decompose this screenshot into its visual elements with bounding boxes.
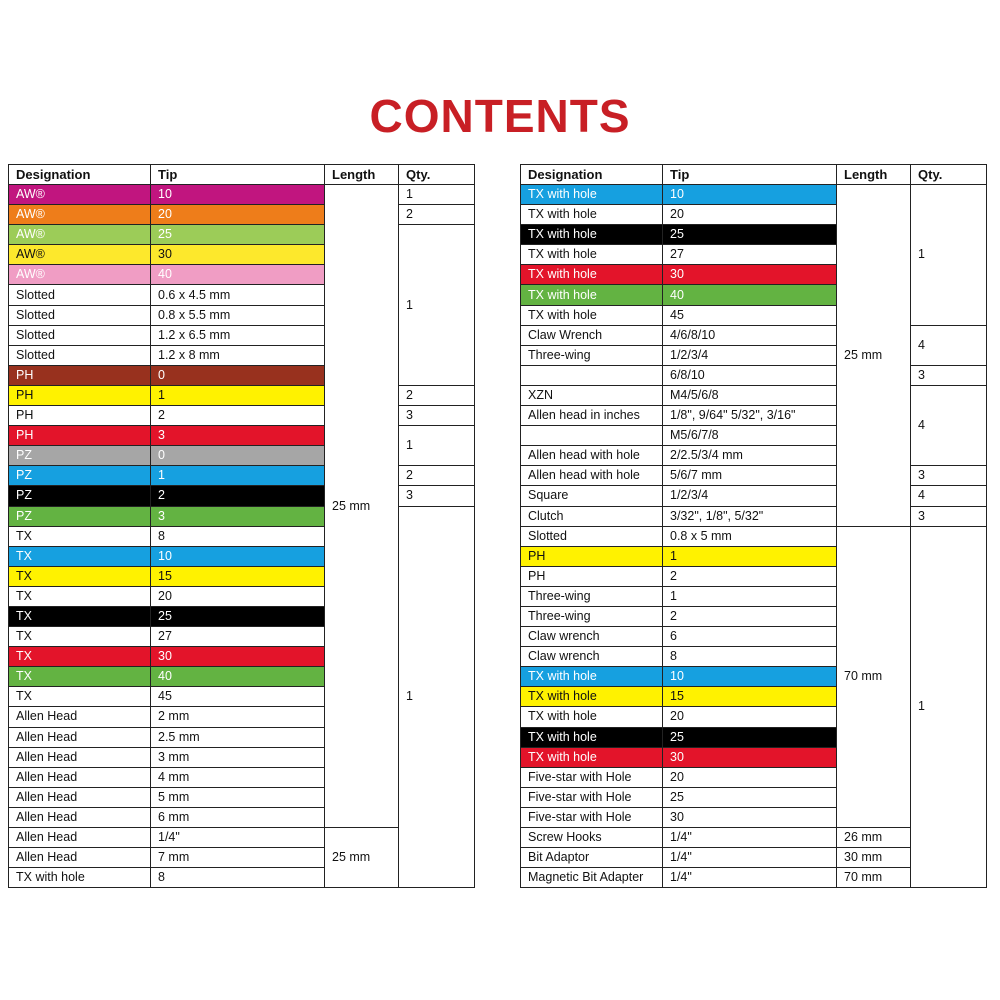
cell-designation: Three-wing: [521, 586, 663, 606]
cell-qty: 3: [911, 466, 987, 486]
cell-tip: 7 mm: [151, 848, 325, 868]
cell-tip: 1/2/3/4: [663, 486, 837, 506]
cell-designation: PH: [9, 406, 151, 426]
cell-tip: 27: [663, 245, 837, 265]
cell-tip: 2: [151, 406, 325, 426]
cell-qty: 1: [911, 185, 987, 326]
table-row: [9, 205, 475, 225]
table-row: [521, 526, 987, 546]
header-qty: Qty.: [399, 165, 475, 185]
cell-designation: Allen Head: [9, 807, 151, 827]
cell-designation: AW®: [9, 245, 151, 265]
cell-tip: 3: [151, 426, 325, 446]
cell-tip: 40: [151, 265, 325, 285]
cell-tip: 1: [151, 385, 325, 405]
cell-tip: 2: [663, 566, 837, 586]
cell-tip: 25: [663, 787, 837, 807]
table-row: [9, 466, 475, 486]
cell-qty: 2: [399, 466, 475, 486]
table-row: [9, 426, 475, 446]
table-row: [521, 486, 987, 506]
cell-designation: Magnetic Bit Adapter: [521, 868, 663, 888]
cell-tip: M5/6/7/8: [663, 426, 837, 446]
cell-tip: 1/4": [663, 828, 837, 848]
cell-tip: 10: [151, 185, 325, 205]
cell-tip: 20: [663, 767, 837, 787]
cell-designation: TX: [9, 647, 151, 667]
cell-tip: 25: [663, 225, 837, 245]
cell-designation: [521, 365, 663, 385]
cell-tip: 4 mm: [151, 767, 325, 787]
cell-designation: Slotted: [521, 526, 663, 546]
table-row: [9, 385, 475, 405]
cell-tip: 1/8", 9/64" 5/32", 3/16": [663, 406, 837, 426]
cell-tip: 25: [151, 606, 325, 626]
cell-designation: Slotted: [9, 285, 151, 305]
cell-tip: 2/2.5/3/4 mm: [663, 446, 837, 466]
cell-designation: Allen Head: [9, 747, 151, 767]
table-row: [9, 225, 475, 245]
cell-tip: 15: [151, 566, 325, 586]
header-designation: Designation: [9, 165, 151, 185]
cell-designation: Allen Head: [9, 787, 151, 807]
cell-designation: Allen head in inches: [521, 406, 663, 426]
cell-designation: PH: [521, 566, 663, 586]
cell-designation: Three-wing: [521, 606, 663, 626]
cell-tip: 2 mm: [151, 707, 325, 727]
cell-tip: 25: [663, 727, 837, 747]
cell-qty: 3: [399, 406, 475, 426]
cell-designation: Five-star with Hole: [521, 767, 663, 787]
cell-designation: [521, 426, 663, 446]
cell-designation: PZ: [9, 446, 151, 466]
cell-designation: Allen Head: [9, 848, 151, 868]
cell-tip: 0.8 x 5 mm: [663, 526, 837, 546]
cell-designation: Five-star with Hole: [521, 787, 663, 807]
table-row: [521, 325, 987, 345]
cell-designation: AW®: [9, 185, 151, 205]
cell-designation: TX: [9, 526, 151, 546]
cell-designation: TX: [9, 566, 151, 586]
cell-length: 70 mm: [837, 868, 911, 888]
cell-tip: 0: [151, 365, 325, 385]
cell-length: 25 mm: [325, 185, 399, 828]
cell-designation: Five-star with Hole: [521, 807, 663, 827]
header-tip: Tip: [663, 165, 837, 185]
header-designation: Designation: [521, 165, 663, 185]
cell-designation: AW®: [9, 265, 151, 285]
cell-designation: Slotted: [9, 345, 151, 365]
cell-tip: 45: [663, 305, 837, 325]
cell-designation: TX with hole: [521, 747, 663, 767]
table-header-row: [521, 165, 987, 185]
table-row: [9, 185, 475, 205]
cell-designation: TX: [9, 667, 151, 687]
contents-table-right: [520, 164, 987, 888]
cell-designation: Three-wing: [521, 345, 663, 365]
cell-qty: 1: [399, 506, 475, 888]
cell-tip: 1: [663, 546, 837, 566]
cell-designation: Slotted: [9, 305, 151, 325]
cell-tip: 8: [663, 647, 837, 667]
cell-designation: Allen Head: [9, 828, 151, 848]
table-row: [521, 506, 987, 526]
cell-designation: Allen Head: [9, 727, 151, 747]
cell-qty: 1: [399, 426, 475, 466]
table-row: [521, 185, 987, 205]
header-length: Length: [325, 165, 399, 185]
header-tip: Tip: [151, 165, 325, 185]
cell-designation: Allen head with hole: [521, 446, 663, 466]
cell-tip: 5/6/7 mm: [663, 466, 837, 486]
cell-tip: 30: [151, 245, 325, 265]
table-row: [521, 365, 987, 385]
cell-tip: 8: [151, 868, 325, 888]
cell-tip: 3/32", 1/8", 5/32": [663, 506, 837, 526]
cell-qty: 3: [911, 365, 987, 385]
cell-designation: AW®: [9, 205, 151, 225]
cell-tip: 20: [151, 205, 325, 225]
cell-tip: 30: [663, 747, 837, 767]
cell-designation: TX with hole: [521, 727, 663, 747]
cell-tip: 30: [663, 807, 837, 827]
cell-tip: 1/2/3/4: [663, 345, 837, 365]
cell-designation: TX with hole: [521, 707, 663, 727]
cell-designation: Screw Hooks: [521, 828, 663, 848]
cell-designation: TX with hole: [521, 305, 663, 325]
cell-tip: 45: [151, 687, 325, 707]
table-row: [9, 406, 475, 426]
cell-designation: TX: [9, 606, 151, 626]
cell-designation: Slotted: [9, 325, 151, 345]
table-row: [521, 466, 987, 486]
cell-tip: 5 mm: [151, 787, 325, 807]
cell-tip: 40: [663, 285, 837, 305]
table-header-row: [9, 165, 475, 185]
cell-qty: 2: [399, 385, 475, 405]
cell-qty: 4: [911, 486, 987, 506]
header-length: Length: [837, 165, 911, 185]
table-row: [521, 385, 987, 405]
cell-qty: 1: [399, 225, 475, 386]
cell-designation: TX with hole: [521, 667, 663, 687]
cell-designation: Claw Wrench: [521, 325, 663, 345]
cell-tip: 30: [663, 265, 837, 285]
cell-qty: 1: [399, 185, 475, 205]
cell-designation: AW®: [9, 225, 151, 245]
cell-length: 25 mm: [837, 185, 911, 527]
cell-designation: Claw wrench: [521, 647, 663, 667]
cell-tip: 6 mm: [151, 807, 325, 827]
cell-designation: TX: [9, 546, 151, 566]
cell-tip: 25: [151, 225, 325, 245]
cell-tip: 1/4": [151, 828, 325, 848]
cell-designation: Allen Head: [9, 767, 151, 787]
cell-tip: 20: [663, 707, 837, 727]
table-row: [9, 506, 475, 526]
cell-length: 25 mm: [325, 828, 399, 888]
cell-tip: 4/6/8/10: [663, 325, 837, 345]
cell-designation: TX with hole: [521, 687, 663, 707]
cell-designation: Bit Adaptor: [521, 848, 663, 868]
cell-tip: 8: [151, 526, 325, 546]
cell-designation: TX with hole: [521, 245, 663, 265]
cell-tip: 0.8 x 5.5 mm: [151, 305, 325, 325]
cell-tip: 6/8/10: [663, 365, 837, 385]
cell-designation: PZ: [9, 506, 151, 526]
cell-tip: 15: [663, 687, 837, 707]
cell-qty: 2: [399, 205, 475, 225]
cell-length: 30 mm: [837, 848, 911, 868]
cell-designation: XZN: [521, 385, 663, 405]
cell-designation: Clutch: [521, 506, 663, 526]
cell-tip: 1.2 x 8 mm: [151, 345, 325, 365]
header-qty: Qty.: [911, 165, 987, 185]
cell-designation: TX with hole: [521, 185, 663, 205]
cell-tip: 2: [151, 486, 325, 506]
cell-designation: PZ: [9, 466, 151, 486]
cell-designation: TX with hole: [9, 868, 151, 888]
cell-designation: TX: [9, 687, 151, 707]
cell-designation: Claw wrench: [521, 627, 663, 647]
cell-tip: 20: [151, 586, 325, 606]
cell-qty: 3: [911, 506, 987, 526]
cell-tip: 27: [151, 627, 325, 647]
cell-tip: 1: [663, 586, 837, 606]
cell-tip: 6: [663, 627, 837, 647]
cell-length: 26 mm: [837, 828, 911, 848]
contents-table-left: [8, 164, 475, 888]
cell-qty: 3: [399, 486, 475, 506]
cell-tip: M4/5/6/8: [663, 385, 837, 405]
cell-designation: TX: [9, 586, 151, 606]
cell-tip: 3: [151, 506, 325, 526]
cell-length: 70 mm: [837, 526, 911, 827]
cell-designation: TX with hole: [521, 205, 663, 225]
cell-designation: PH: [9, 385, 151, 405]
cell-tip: 1/4": [663, 868, 837, 888]
cell-tip: 1.2 x 6.5 mm: [151, 325, 325, 345]
cell-tip: 20: [663, 205, 837, 225]
page-title: CONTENTS: [369, 90, 631, 142]
cell-tip: 10: [151, 546, 325, 566]
cell-tip: 1/4": [663, 848, 837, 868]
cell-designation: PH: [9, 426, 151, 446]
cell-tip: 40: [151, 667, 325, 687]
cell-tip: 0: [151, 446, 325, 466]
cell-tip: 0.6 x 4.5 mm: [151, 285, 325, 305]
table-row: [9, 486, 475, 506]
cell-designation: Allen Head: [9, 707, 151, 727]
cell-designation: TX with hole: [521, 225, 663, 245]
cell-tip: 3 mm: [151, 747, 325, 767]
cell-designation: PH: [521, 546, 663, 566]
cell-qty: 4: [911, 325, 987, 365]
cell-tip: 10: [663, 185, 837, 205]
cell-designation: PH: [9, 365, 151, 385]
cell-designation: TX: [9, 627, 151, 647]
cell-designation: Square: [521, 486, 663, 506]
cell-tip: 2.5 mm: [151, 727, 325, 747]
cell-tip: 10: [663, 667, 837, 687]
cell-designation: Allen head with hole: [521, 466, 663, 486]
cell-tip: 1: [151, 466, 325, 486]
cell-qty: 1: [911, 526, 987, 888]
cell-designation: TX with hole: [521, 265, 663, 285]
cell-tip: 30: [151, 647, 325, 667]
cell-designation: PZ: [9, 486, 151, 506]
cell-qty: 4: [911, 385, 987, 465]
cell-tip: 2: [663, 606, 837, 626]
cell-designation: TX with hole: [521, 285, 663, 305]
